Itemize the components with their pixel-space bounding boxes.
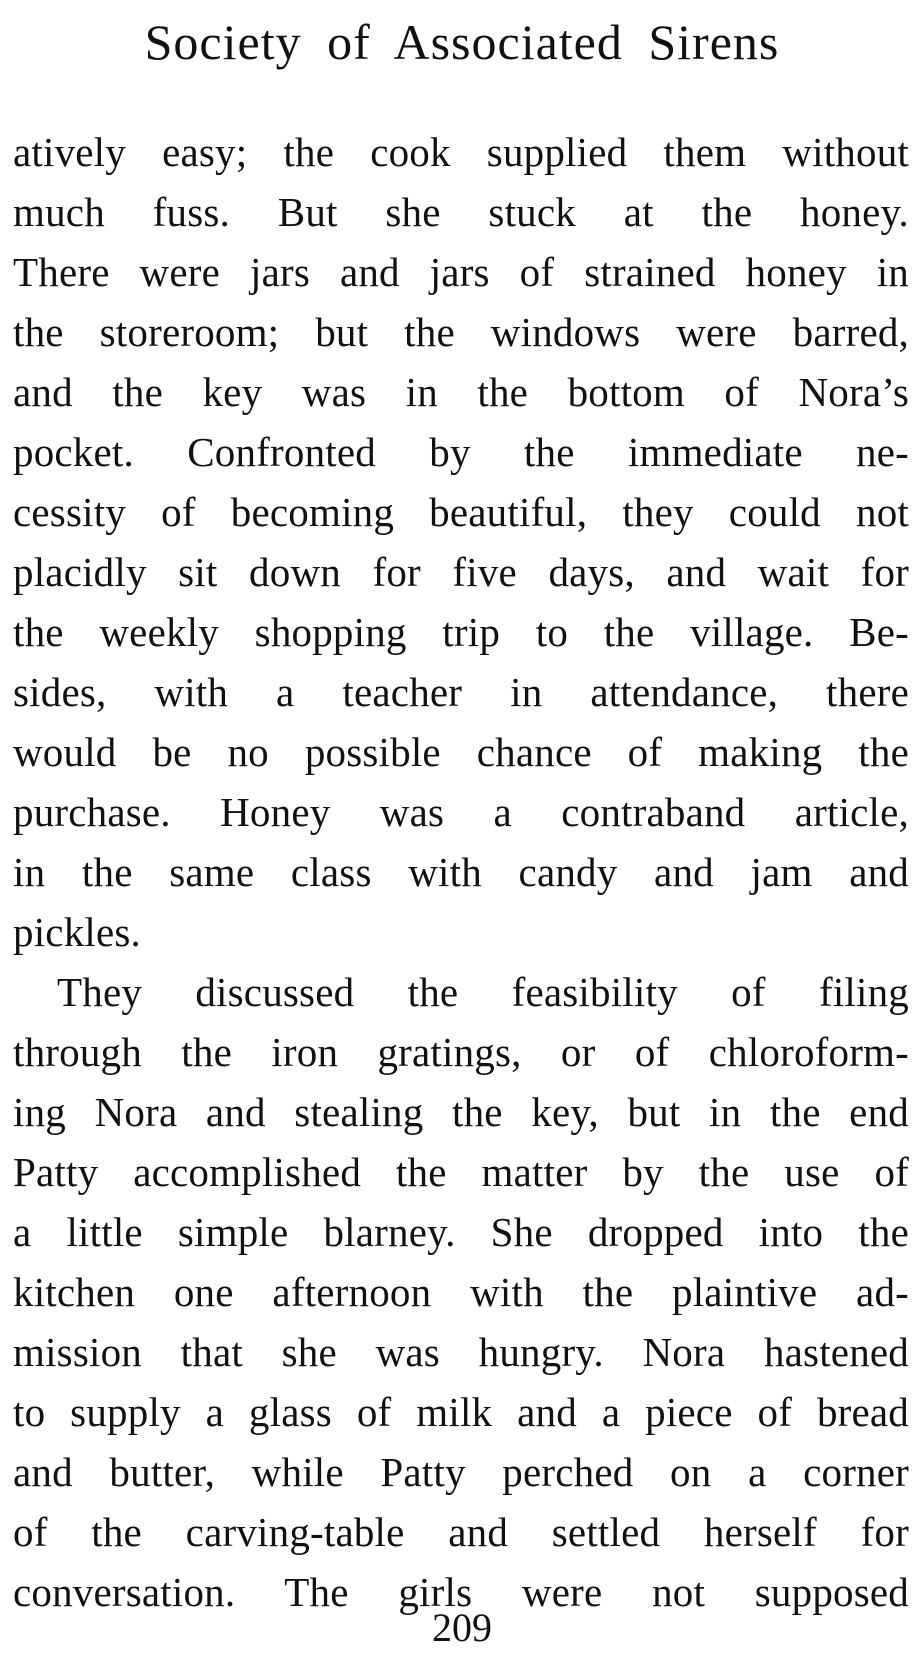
text-line: in the same class with candy and jam and <box>13 849 909 895</box>
text-line: mission that she was hungry. Nora hastened <box>13 1329 909 1375</box>
text-line: to supply a glass of milk and a piece of bread <box>13 1389 909 1435</box>
text-line: the weekly shopping trip to the village. Be- <box>13 609 909 655</box>
text-line: sides, with a teacher in attendance, there <box>13 669 909 715</box>
text-line: purchase. Honey was a contraband article, <box>13 789 909 835</box>
text-line: much fuss. But she stuck at the honey. <box>13 189 909 235</box>
text-line: the storeroom; but the windows were barred, <box>13 309 909 355</box>
running-head: Society of Associated Sirens <box>144 14 780 70</box>
text-line: cessity of becoming beautiful, they could not <box>13 489 909 535</box>
text-line: and butter, while Patty perched on a corner <box>13 1449 909 1495</box>
text-line: atively easy; the cook supplied them without <box>13 129 909 175</box>
body-text <box>13 122 909 1622</box>
text-line: and the key was in the bottom of Nora’s <box>13 369 909 415</box>
text-line: pocket. Confronted by the immediate ne- <box>13 429 909 475</box>
text-line: kitchen one afternoon with the plaintive ad- <box>13 1269 909 1315</box>
text-line: ing Nora and stealing the key, but in the end <box>13 1089 909 1135</box>
page-number: 209 <box>432 1605 492 1650</box>
text-line: conversation. The girls were not supposed <box>13 1569 909 1615</box>
text-line: of the carving-table and settled herself for <box>13 1509 909 1555</box>
text-line: placidly sit down for five days, and wait for <box>13 549 909 595</box>
text-line: pickles. <box>13 909 141 955</box>
text-line: They discussed the feasibility of filing <box>57 969 909 1015</box>
text-line: There were jars and jars of strained honey in <box>13 249 909 295</box>
text-line: through the iron gratings, or of chloroform- <box>13 1029 909 1075</box>
text-line: Patty accomplished the matter by the use of <box>13 1149 909 1195</box>
text-line: a little simple blarney. She dropped into the <box>13 1209 909 1255</box>
text-line: would be no possible chance of making the <box>13 729 909 775</box>
